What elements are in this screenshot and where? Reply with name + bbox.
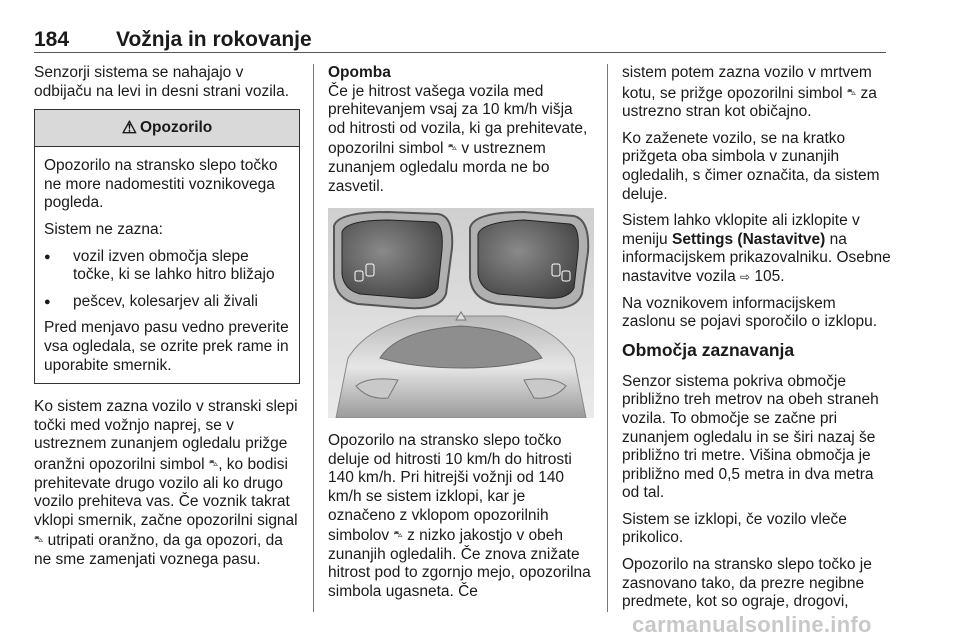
warning-paragraph: Sistem ne zazna:: [44, 220, 163, 238]
warning-triangle-icon: ⚠: [121, 117, 137, 137]
page-header: [34, 28, 886, 53]
watermark: carmanualsonline.info: [632, 612, 872, 637]
text-run: Če je hitrost vašega vozila med prehitevanjem vsaj za 10 km/h višja od hitrosti od vozila, ki ga prehitevate, opozorilni simbol: [328, 82, 588, 158]
text-run: z nizko jakostjo v obeh zunanjih ogledalih. Če znova znižate hitrost pod to zgornjo mejo, opozorilna simbola ugasneta. Če: [328, 527, 591, 600]
list-item: ● pešcev, kolesarjev ali živali: [44, 293, 290, 312]
column-divider: [607, 64, 608, 612]
blind-spot-car-icon: ⛍: [393, 529, 403, 540]
page-reference[interactable]: 105.: [754, 267, 785, 285]
page-number: 184: [34, 28, 70, 51]
page-reference-arrow-icon: ⇨: [740, 269, 751, 284]
text-run: , ko bodisi prehitevate drugo vozilo ali ko drugo vozilo prehiteva vas. Če voznik takrat vklopi smernik, začne opozorilni signal: [34, 455, 298, 529]
text-run: utripati oranžno, da ga opozori, da ne sme zamenjati voznega pasu.: [34, 532, 283, 568]
body-paragraph: [34, 398, 300, 569]
body-paragraph: [328, 432, 594, 601]
blind-spot-car-icon: ⛍: [208, 457, 219, 468]
column-left: [34, 64, 300, 577]
body-paragraph: Ko zaženete vozilo, se na kratko prižgeta oba simbola v zunanjih ogledalih, s čimer označita, da sistem deluje.: [622, 129, 880, 203]
settings-menu-label: Settings (Nastavitve): [671, 230, 826, 248]
text-run: Opozorilo na stransko slepo točko deluje od hitrosti 10 km/h do hitrosti 140 km/h. Pri hitrejši vožnji od 140 km/h se sistem izklopi, kar je označeno z vklopom opozorilnih simbolov: [328, 432, 572, 545]
right-mirror-glass: [478, 220, 578, 298]
list-item: ● vozil izven območja slepe točke, ki se lahko hitro bližajo: [44, 248, 290, 285]
left-mirror-glass: [342, 220, 442, 298]
warning-list: [44, 248, 290, 312]
text-run: sistem potem zazna vozilo v mrtvem kotu, se prižge opozorilni simbol: [622, 64, 872, 102]
intro-paragraph: Senzorji sistema se nahajajo v odbijaču na levi in desni strani vozila.: [34, 64, 290, 100]
column-middle: [328, 64, 594, 610]
note-title: Opomba: [328, 64, 391, 81]
body-paragraph: Sistem se izklopi, če vozilo vleče prikolico.: [622, 510, 847, 547]
body-paragraph: Opozorilo na stransko slepo točko je zasnovano tako, da prezre negibne predmete, kot so ograje, drogovi,: [622, 556, 872, 611]
blind-spot-car-icon: ⛍: [34, 534, 44, 545]
body-paragraph: Senzor sistema pokriva območje približno treh metrov na obeh straneh vozila. To območje se začne pri zunanjem ogledalu in se širi nazaj še približno tri metre. Višina območja je približno med 0,5 metra in dva metra od tal.: [622, 372, 879, 502]
mirror-illustration: [328, 208, 594, 418]
text-run: na informacijskem prikazovalniku. Osebne nastavitve vozila: [622, 230, 891, 285]
text-run: Sistem lahko vklopite ali izklopite v meniju: [622, 212, 860, 248]
warning-header: [35, 110, 299, 147]
section-heading: Območja zaznavanja: [622, 339, 795, 360]
body-paragraph: [622, 212, 892, 286]
column-divider: [313, 64, 314, 612]
column-right: [622, 64, 892, 620]
body-paragraph: Na voznikovem informacijskem zaslonu se pojavi sporočilo o izklopu.: [622, 294, 878, 331]
warning-body: [35, 147, 299, 383]
text-run: za ustrezno stran kot običajno.: [622, 84, 877, 121]
text-run: v ustreznem zunanjem ogledalu morda ne bo zasvetil.: [328, 140, 550, 195]
warning-box: [34, 109, 300, 384]
warning-paragraph: Opozorilo na stransko slepo točko ne more nadomestiti voznikovega pogleda.: [44, 157, 278, 212]
note-paragraph: [328, 83, 594, 197]
blind-spot-car-icon: ⛍: [846, 86, 857, 97]
blind-spot-car-icon: ⛍: [447, 142, 458, 153]
body-paragraph: [622, 64, 892, 122]
text-run: Ko sistem zazna vozilo v stranski slepi točki med vožnjo naprej, se v ustreznem zunanjem ogledalu prižge oranžni opozorilni simbol: [34, 398, 298, 473]
warning-title: Opozorilo: [139, 118, 213, 136]
warning-paragraph: Pred menjavo pasu vedno preverite vsa ogledala, se ozrite prek rame in uporabite smernik.: [44, 319, 289, 374]
chapter-title: Vožnja in rokovanje: [116, 28, 312, 51]
